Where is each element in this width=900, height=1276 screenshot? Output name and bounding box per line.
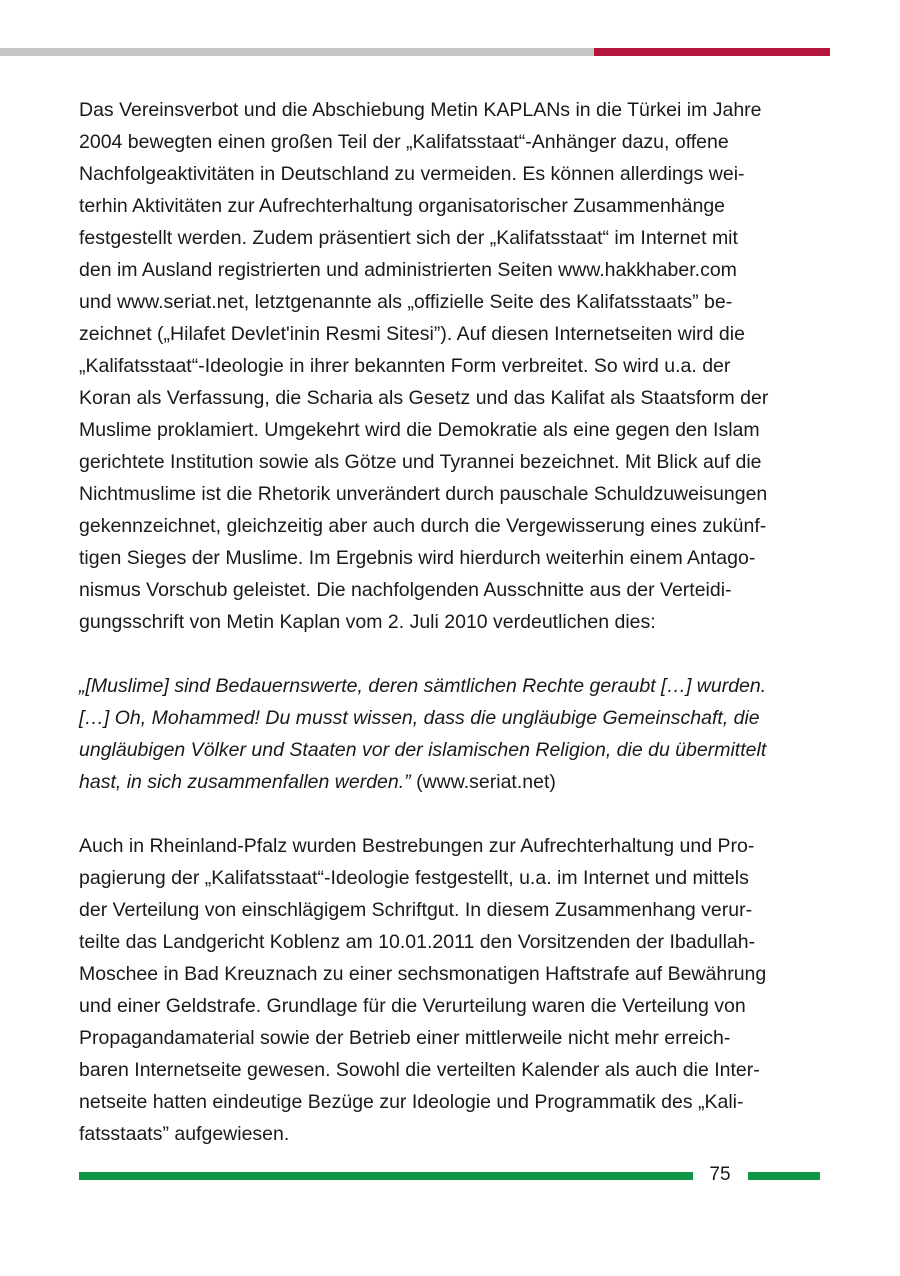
footer-rule-right	[748, 1172, 820, 1180]
text-line: der Verteilung von einschlägigem Schriftgut. In diesem Zusammenhang verur-	[79, 899, 753, 921]
text-line: Koran als Verfassung, die Scharia als Gesetz und das Kalifat als Staatsform der	[79, 387, 769, 409]
text-line: gerichtete Institution sowie als Götze und Tyrannei bezeichnet. Mit Blick auf die	[79, 451, 762, 473]
text-line: pagierung der „Kalifatsstaat“-Ideologie festgestellt, u.a. im Internet und mittels	[79, 867, 749, 889]
text-line: teilte das Landgericht Koblenz am 10.01.2011 den Vorsitzenden der Ibadullah-	[79, 931, 756, 953]
header-rule-red	[594, 48, 830, 56]
page-number: 75	[709, 1164, 731, 1185]
text-line: Auch in Rheinland-Pfalz wurden Bestrebungen zur Aufrechterhaltung und Pro-	[79, 835, 755, 857]
header-rule-gray	[0, 48, 594, 56]
text-line: „Kalifatsstaat“-Ideologie in ihrer bekannten Form verbreitet. So wird u.a. der	[79, 355, 731, 377]
text-line: 2004 bewegten einen großen Teil der „Kalifatsstaat“-Anhänger dazu, offene	[79, 131, 729, 153]
text-line: und einer Geldstrafe. Grundlage für die Verurteilung waren die Verteilung von	[79, 995, 746, 1017]
text-line: Nachfolgeaktivitäten in Deutschland zu vermeiden. Es können allerdings wei-	[79, 163, 745, 185]
text-line: Muslime proklamiert. Umgekehrt wird die Demokratie als eine gegen den Islam	[79, 419, 760, 441]
text-line: zeichnet („Hilafet Devlet'inin Resmi Sitesi”). Auf diesen Internetseiten wird die	[79, 323, 745, 345]
text-line: festgestellt werden. Zudem präsentiert sich der „Kalifatsstaat“ im Internet mit	[79, 227, 738, 249]
text-line: Propagandamaterial sowie der Betrieb einer mittlerweile nicht mehr erreich-	[79, 1027, 731, 1049]
quote-line: […] Oh, Mohammed! Du musst wissen, dass die ungläubige Gemeinschaft, die	[79, 707, 760, 729]
quote-line: „[Muslime] sind Bedauernswerte, deren sämtlichen Rechte geraubt […] wurden.	[79, 675, 767, 697]
text-line: gungsschrift von Metin Kaplan vom 2. Juli 2010 verdeutlichen dies:	[79, 611, 656, 633]
quote-line: ungläubigen Völker und Staaten vor der islamischen Religion, die du übermittelt	[79, 739, 767, 761]
quote-last-line	[79, 766, 824, 798]
page-body	[79, 94, 824, 1150]
text-line: baren Internetseite gewesen. Sowohl die verteilten Kalender als auch die Inter-	[79, 1059, 760, 1081]
text-line: netseite hatten eindeutige Bezüge zur Ideologie und Programmatik des „Kali-	[79, 1091, 744, 1113]
paragraph-2	[79, 830, 824, 1150]
text-line: Das Vereinsverbot und die Abschiebung Metin KAPLANs in die Türkei im Jahre	[79, 99, 762, 121]
text-line: gekennzeichnet, gleichzeitig aber auch durch die Vergewisserung eines zukünf-	[79, 515, 767, 537]
text-line: fatsstaats” aufgewiesen.	[79, 1123, 290, 1145]
quote-source: (www.seriat.net)	[410, 771, 556, 793]
text-line: den im Ausland registrierten und administrierten Seiten www.hakkhaber.com	[79, 259, 737, 281]
block-quote	[79, 670, 824, 798]
text-line: nismus Vorschub geleistet. Die nachfolgenden Ausschnitte aus der Verteidi-	[79, 579, 732, 601]
paragraph-1	[79, 94, 824, 638]
text-line: tigen Sieges der Muslime. Im Ergebnis wird hierdurch weiterhin einem Antago-	[79, 547, 756, 569]
text-line: Nichtmuslime ist die Rhetorik unverändert durch pauschale Schuldzuweisungen	[79, 483, 768, 505]
text-line: terhin Aktivitäten zur Aufrechterhaltung organisatorischer Zusammenhänge	[79, 195, 726, 217]
text-line: Moschee in Bad Kreuznach zu einer sechsmonatigen Haftstrafe auf Bewährung	[79, 963, 767, 985]
footer-rule-left	[79, 1172, 693, 1180]
text-line: und www.seriat.net, letztgenannte als „offizielle Seite des Kalifatsstaats” be-	[79, 291, 733, 313]
quote-line: hast, in sich zusammenfallen werden.”	[79, 771, 411, 793]
